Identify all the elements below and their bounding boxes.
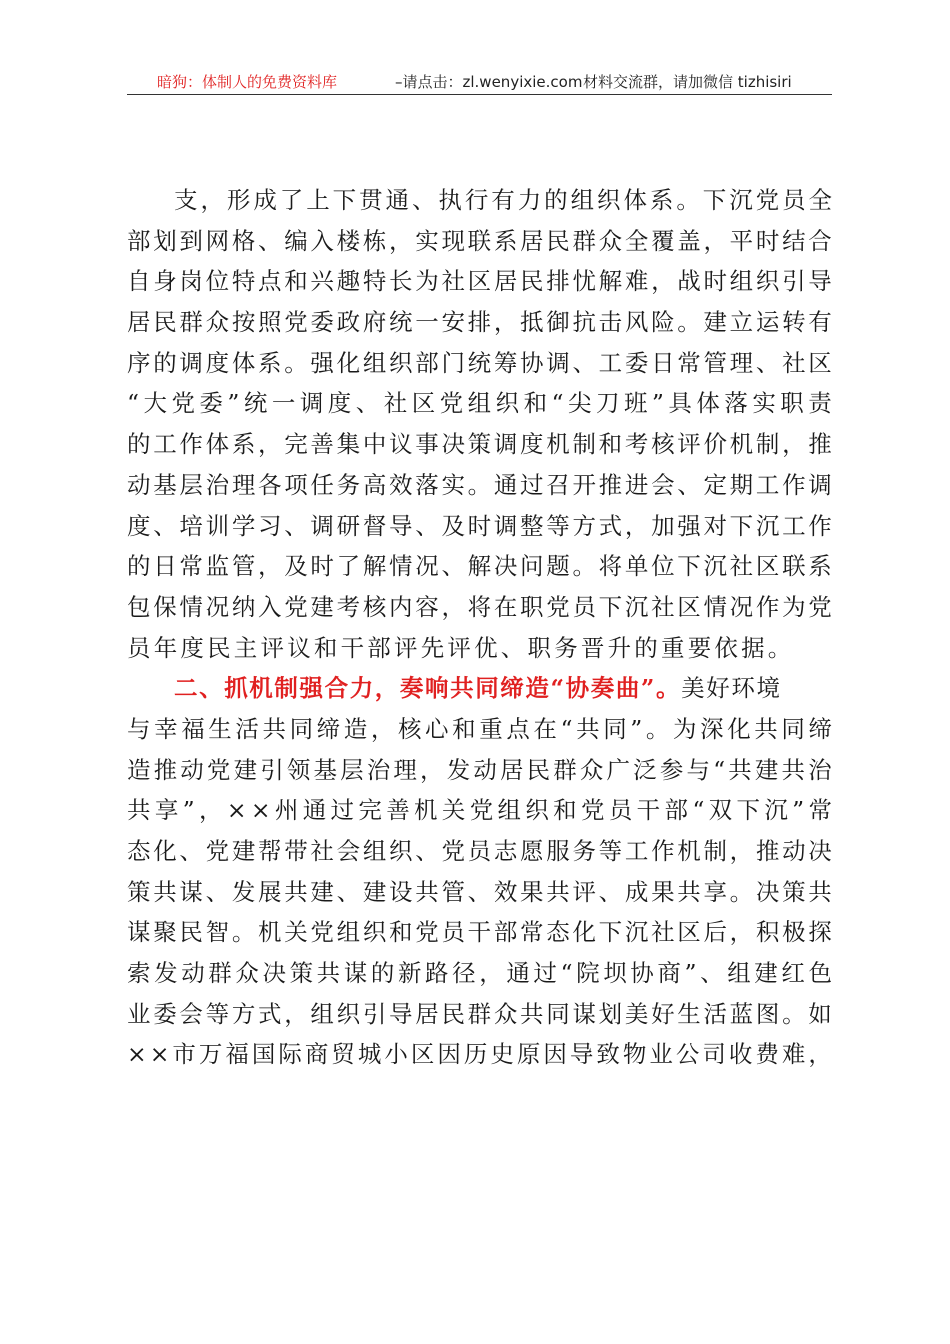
header-divider — [127, 94, 832, 95]
text-line: 与 幸 福 生 活 共 同 缔 造 ， 核 心 和 重 点 在 “ 共 同 ” 。 为 深 化 共 同 缔 — [127, 714, 832, 743]
text-line: 包 保 情 况 纳 入 党 建 考 核 内 容 ， 将 在 职 党 员 下 沉 社 区 情 况 作 为 党 — [127, 592, 832, 621]
text-line: 的 日 常 监 管 ， 及 时 了 解 情 况 、 解 决 问 题 。 将 单 位 下 沉 社 区 联 系 — [127, 552, 832, 581]
text-line: 自 身 岗 位 特 点 和 兴 趣 特 长 为 社 区 居 民 排 忧 解 难 ， 战 时 组 织 引 导 — [127, 267, 832, 296]
text-line: × × 市 万 福 国 际 商 贸 城 小 区 因 历 史 原 因 导 致 物 业 公 司 收 费 难 ， — [127, 1040, 832, 1069]
text-line: 的 工 作 体 系 ， 完 善 集 中 议 事 决 策 调 度 机 制 和 考 核 评 价 机 制 ， 推 — [127, 430, 832, 459]
text-line: 支 ， 形 成 了 上 下 贯 通 、 执 行 有 力 的 组 织 体 系 。 下 沉 党 员 全 — [174, 186, 832, 214]
text-line: 索 发 动 群 众 决 策 共 谋 的 新 路 径 ， 通 过 “ 院 坝 协 商 ” 、 组 建 红 色 — [127, 959, 832, 988]
text-line: 员年度民主评议和干部评先评优、职务晋升的重要依据。 — [127, 633, 795, 662]
text-line: 部 划 到 网 格 、 编 入 楼 栋 ， 实 现 联 系 居 民 群 众 全 覆 盖 ， 平 时 结 合 — [127, 226, 832, 255]
section-heading-line — [127, 668, 832, 709]
header-link[interactable]: –请点击：zl.wenyixie.com — [395, 73, 583, 91]
text-line: 动 基 层 治 理 各 项 任 务 高 效 落 实 。 通 过 召 开 推 进 会 、 定 期 工 作 调 — [127, 470, 832, 499]
section-heading: 二、抓机制强合力，奏响共同缔造“协奏曲”。 — [174, 674, 682, 703]
text-line: 度 、 培 训 学 习 、 调 研 督 导 、 及 时 调 整 等 方 式 ， 加 强 对 下 沉 工 作 — [127, 511, 832, 540]
text-line: 业 委 会 等 方 式 ， 组 织 引 导 居 民 群 众 共 同 谋 划 美 好 生 活 蓝 图 。 如 — [127, 999, 832, 1028]
document-body — [127, 180, 832, 1075]
text-line: 居 民 群 众 按 照 党 委 政 府 统 一 安 排 ， 抵 御 抗 击 风 险 。 建 立 运 转 有 — [127, 308, 832, 337]
text-line: 造 推 动 党 建 引 领 基 层 治 理 ， 发 动 居 民 群 众 广 泛 参 与 “ 共 建 共 治 — [127, 755, 832, 784]
text-line: “ 大 党 委 ” 统 一 调 度 、 社 区 党 组 织 和 “ 尖 刀 班 ” 具 体 落 实 职 责 — [127, 389, 832, 418]
header-site-name: 暗狗：体制人的免费资料库 — [157, 73, 338, 91]
text-line: 序 的 调 度 体 系 。 强 化 组 织 部 门 统 筹 协 调 、 工 委 日 常 管 理 、 社 区 — [127, 348, 832, 377]
text-line: 态 化 、 党 建 帮 带 社 会 组 织 、 党 员 志 愿 服 务 等 工 作 机 制 ， 推 动 决 — [127, 837, 832, 865]
text-line: 策 共 谋 、 发 展 共 建 、 建 设 共 管 、 效 果 共 评 、 成 果 共 享 。 决 策 共 — [127, 877, 832, 906]
text-line: 谋 聚 民 智 。 机 关 党 组 织 和 党 员 干 部 常 态 化 下 沉 社 区 后 ， 积 极 探 — [127, 918, 832, 947]
header-contact: 材料交流群，请加微信 tizhisiri — [583, 73, 792, 91]
section-heading-tail: 美好环境 — [681, 674, 782, 703]
page-header — [127, 70, 832, 94]
text-line: 共 享 ” ， × × 州 通 过 完 善 机 关 党 组 织 和 党 员 干 部 “ 双 下 沉 ” 常 — [127, 796, 832, 825]
